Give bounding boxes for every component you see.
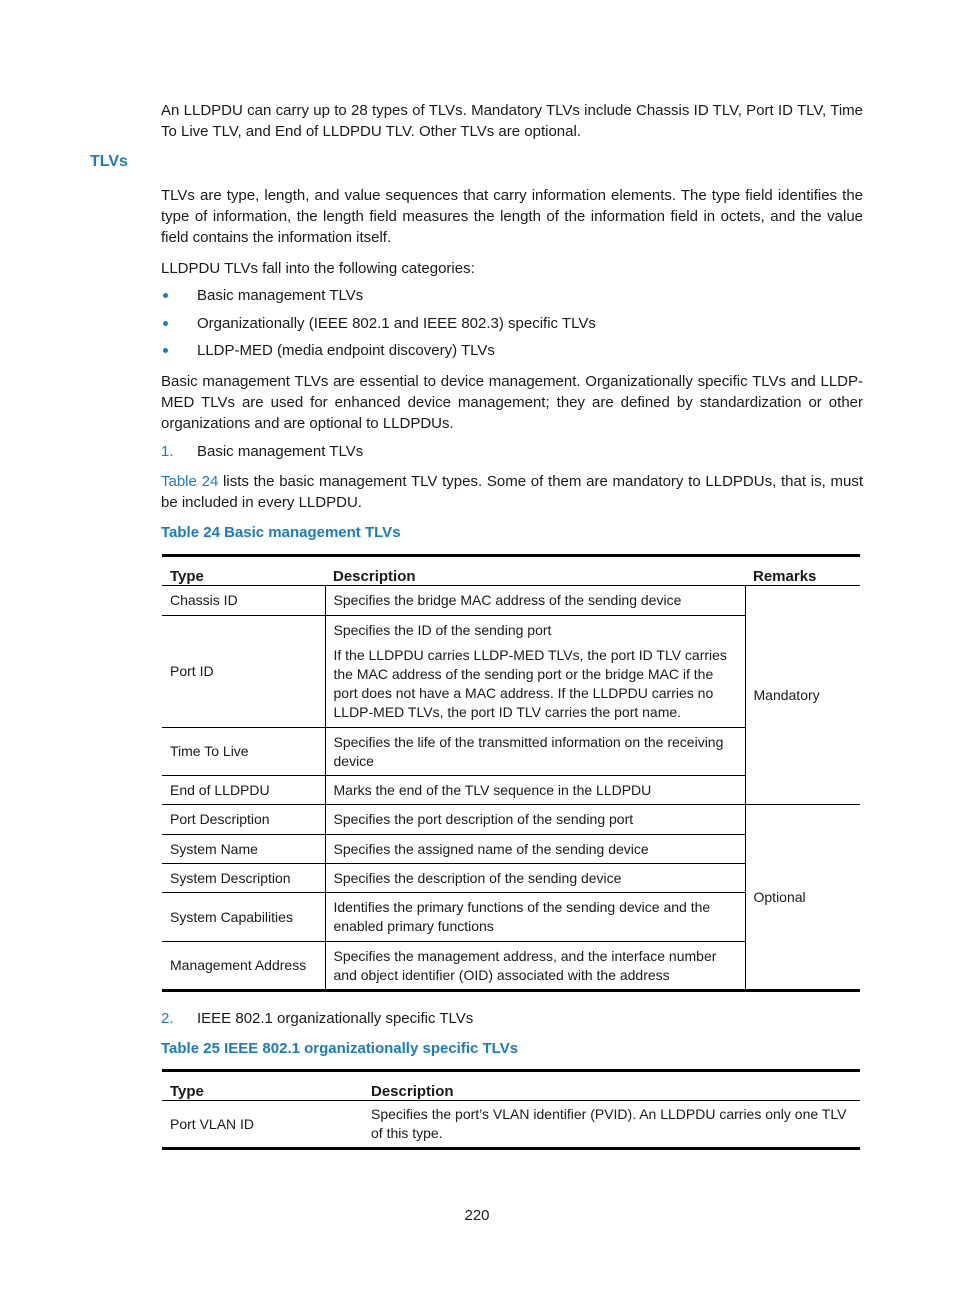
categories-list [161,285,863,368]
table24-reference-text: lists the basic management TLV types. Some of them are mandatory to LLDPDUs, that is, must be included in every LLDPDU. [161,473,864,511]
cell-type: System Capabilities [162,893,325,942]
list-item: Organizationally (IEEE 802.1 and IEEE 802.3) specific TLVs [161,313,863,341]
bullet-icon [163,321,168,326]
table-header-row [162,556,860,586]
table24-link[interactable]: Table 24 [161,473,219,490]
categories-paragraph: Basic management TLVs are essential to device management. Organizationally specific TLVs and LLDP-MED TLVs are used for enhanced device management; they are defined by standardization or other organizations and are optional to LLDPDUs. [161,373,863,432]
tlv-definition-paragraph: TLVs are type, length, and value sequences that carry information elements. The type field identifies the type of information, the length field measures the length of the information field in octets, and the value field contains the information itself. [161,187,863,246]
table-header-row [162,1071,860,1101]
table24-basic-management-tlvs [162,554,860,992]
section-heading: TLVs [90,153,128,170]
item-label: IEEE 802.1 organizationally specific TLVs [197,1010,474,1027]
table-row [162,1101,860,1149]
description-line: Specifies the ID of the sending port [333,622,552,638]
item-label: Basic management TLVs [197,443,364,460]
table-row [162,586,860,616]
cell-type: End of LLDPDU [162,776,325,805]
intro-paragraph: An LLDPDU can carry up to 28 types of TLVs. Mandatory TLVs include Chassis ID TLV, Port ID TLV, Time To Live TLV, and End of LLDPDU TLV. Other TLVs are optional. [161,102,863,140]
table25-ieee-802-1-tlvs [162,1069,860,1150]
bullet-icon [163,348,168,353]
cell-description: Specifies the port’s VLAN identifier (PVID). An LLDPDU carries only one TLV of this type. [371,1106,847,1141]
cell-type: Management Address [162,942,325,991]
table24-reference-paragraph [161,471,863,513]
cell-description: Specifies the port description of the sending port [325,805,745,835]
list-item: LLDP-MED (media endpoint discovery) TLVs [161,340,863,368]
numbered-item-1 [161,441,363,462]
cell-description [325,616,745,728]
table-row [162,805,860,835]
categories-intro: LLDPDU TLVs fall into the following categories: [161,260,475,277]
cell-description: Marks the end of the TLV sequence in the LLDPDU [325,776,745,805]
cell-description: Specifies the life of the transmitted information on the receiving device [325,728,745,776]
column-header-type: Type [170,568,204,585]
cell-type: Chassis ID [162,586,325,616]
cell-description: Identifies the primary functions of the sending device and the enabled primary functions [325,893,745,942]
table24-caption: Table 24 Basic management TLVs [161,524,401,541]
cell-remarks-optional: Optional [745,805,860,991]
cell-description: Specifies the assigned name of the sending device [325,835,745,864]
description-detail: If the LLDPDU carries LLDP-MED TLVs, the port ID TLV carries the MAC address of the sending port or the bridge MAC if the port does not have a MAC address. If the LLDPDU carries no LLDP-MED TLVs, the port ID TLV carries the port name. [333,647,727,720]
column-header-type: Type [170,1083,204,1100]
numbered-item-2 [161,1008,473,1029]
column-header-description: Description [333,568,416,585]
cell-type: System Description [162,864,325,893]
item-number: 1. [161,443,174,460]
cell-type: System Name [162,835,325,864]
cell-type: Port VLAN ID [170,1115,255,1132]
item-number: 2. [161,1010,174,1027]
cell-type: Time To Live [162,728,325,776]
bullet-icon [163,293,168,298]
column-header-remarks: Remarks [753,568,817,585]
list-item: Basic management TLVs [161,285,863,313]
cell-description: Specifies the management address, and the interface number and object identifier (OID) associated with the address [325,942,745,991]
column-header-description: Description [371,1083,454,1100]
table25-caption: Table 25 IEEE 802.1 organizationally specific TLVs [161,1040,519,1057]
cell-type: Port ID [162,616,325,728]
page-number: 220 [464,1207,490,1224]
cell-description: Specifies the description of the sending device [325,864,745,893]
cell-remarks-mandatory: Mandatory [745,586,860,805]
cell-description: Specifies the bridge MAC address of the sending device [325,586,745,616]
cell-type: Port Description [162,805,325,835]
